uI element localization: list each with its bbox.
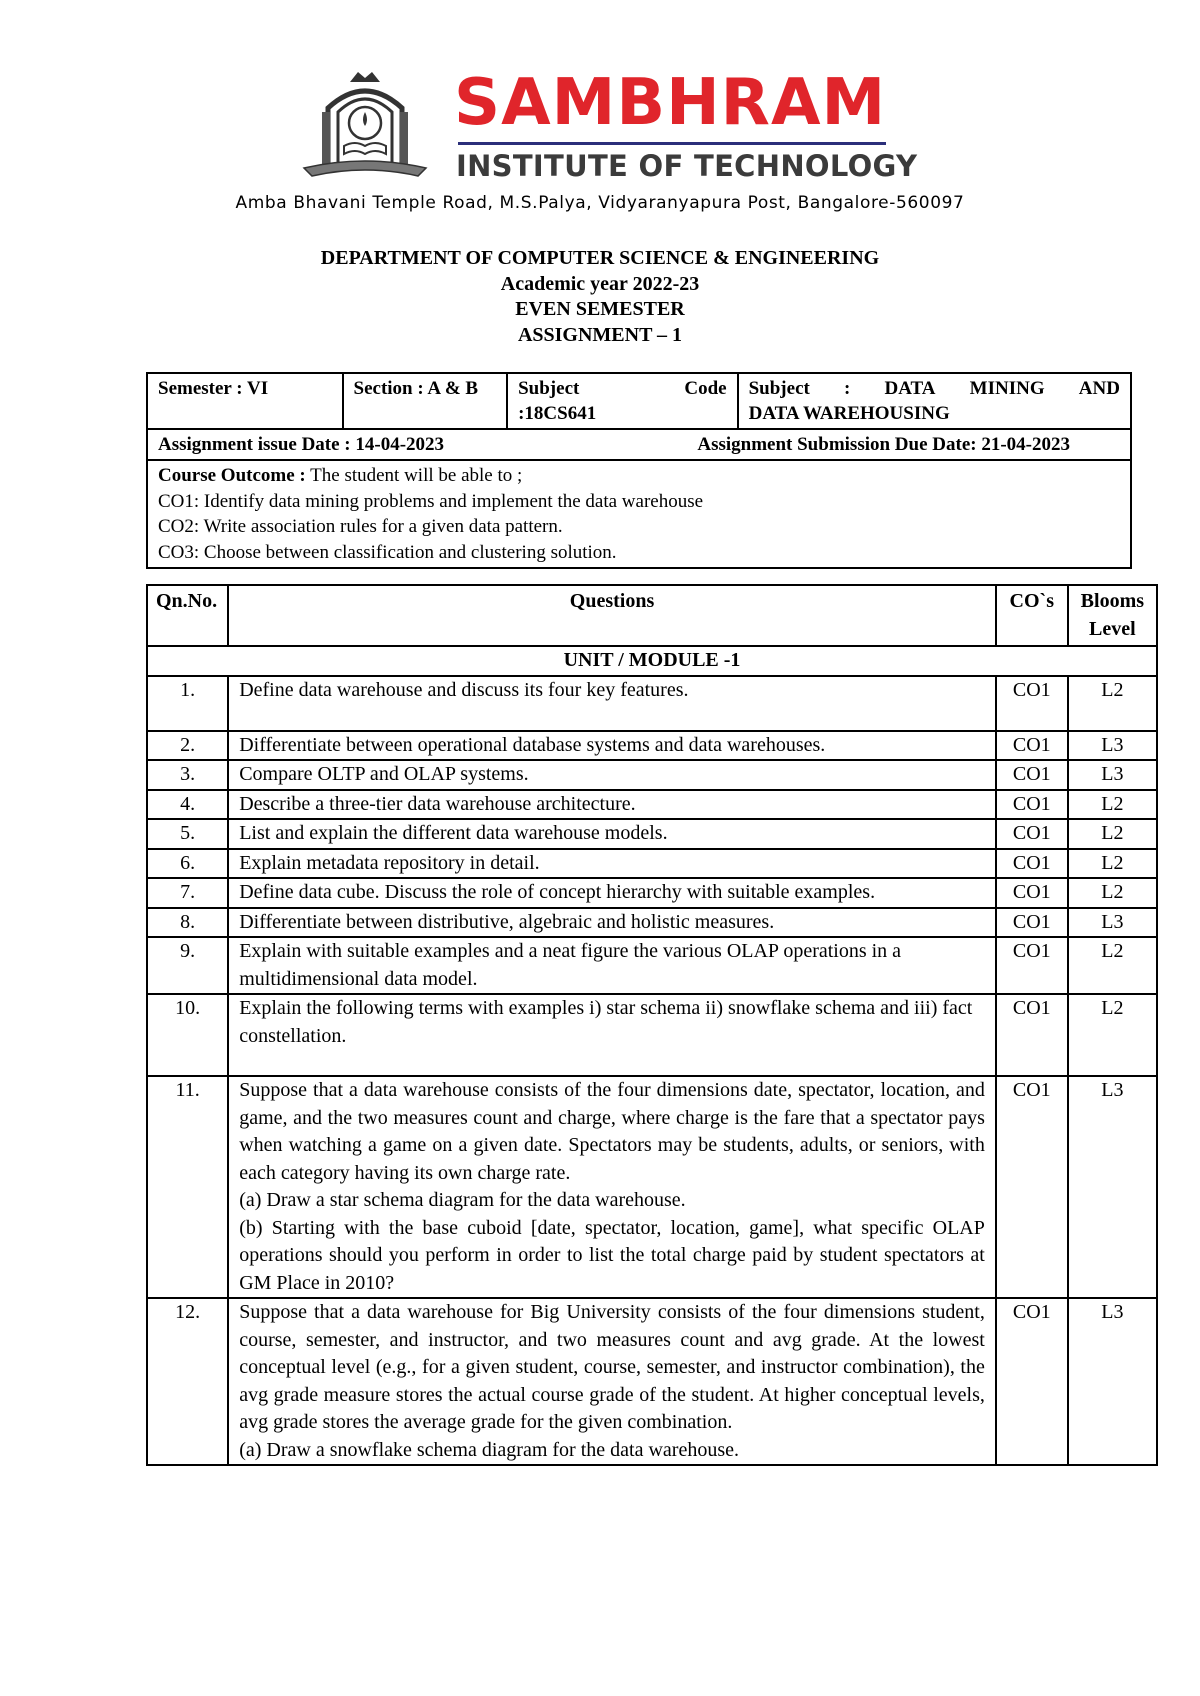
dates-cell	[147, 429, 1131, 460]
course-outcome-co1: CO1: Identify data mining problems and implement the data warehouse	[158, 490, 704, 512]
question-text: Compare OLTP and OLAP systems.	[228, 760, 996, 790]
info-row-dates	[147, 429, 1131, 460]
question-sub-a: (a) Draw a star schema diagram for the data warehouse.	[239, 1189, 686, 1211]
subject-label-word: :	[844, 378, 851, 399]
due-date: Assignment Submission Due Date: 21-04-2023	[697, 434, 1070, 455]
question-number: 7.	[147, 878, 228, 908]
course-outcome-intro: The student will be able to ;	[305, 465, 523, 486]
question-text-block	[228, 1076, 996, 1298]
subject-label-word: MINING	[969, 378, 1045, 399]
question-level: L3	[1068, 1298, 1157, 1465]
academic-year: Academic year 2022-23	[500, 272, 700, 295]
subject-label-word: DATA	[884, 378, 936, 399]
question-number: 2.	[147, 731, 228, 761]
header-questions: Questions	[228, 585, 996, 646]
question-co: CO1	[996, 878, 1068, 908]
question-text: Suppose that a data warehouse for Big University consists of the four dimensions student, course, semester, and instructor, and two measures count and avg grade. At the lowest conceptual level (e.g., for a given student, course, semester, and instructor combination), the avg grade measure stores the actual course grade of the student. At higher conceptual levels, avg grade stores the average grade for the given combination.	[239, 1301, 985, 1433]
brand-divider	[458, 142, 886, 145]
question-co: CO1	[996, 760, 1068, 790]
question-number: 11.	[147, 1076, 228, 1298]
question-level: L2	[1068, 994, 1157, 1076]
info-row-course	[147, 373, 1131, 429]
subject-code-label-left: Subject	[518, 378, 580, 399]
department-title: DEPARTMENT OF COMPUTER SCIENCE & ENGINEERING	[320, 247, 880, 269]
semester-type: EVEN SEMESTER	[515, 298, 685, 320]
table-row	[147, 1076, 1157, 1298]
question-level: L2	[1068, 849, 1157, 879]
institute-name: SAMBHRAM	[454, 66, 887, 140]
question-level: L3	[1068, 760, 1157, 790]
question-co: CO1	[996, 676, 1068, 731]
question-text: List and explain the different data warehouse models.	[228, 819, 996, 849]
question-co: CO1	[996, 790, 1068, 820]
questions-header-row	[147, 585, 1157, 646]
question-text: Define data cube. Discuss the role of concept hierarchy with suitable examples.	[228, 878, 996, 908]
question-number: 12.	[147, 1298, 228, 1465]
question-level: L2	[1068, 937, 1157, 994]
course-outcome-co2: CO2: Write association rules for a given data pattern.	[158, 516, 563, 537]
subject-label-word: Subject	[748, 378, 810, 399]
question-number: 4.	[147, 790, 228, 820]
question-number: 1.	[147, 676, 228, 731]
unit-row	[147, 646, 1157, 676]
semester-value: Semester : VI	[158, 378, 269, 399]
info-row-outcomes	[147, 460, 1131, 568]
question-co: CO1	[996, 849, 1068, 879]
table-row	[147, 1298, 1157, 1465]
institute-subtitle: INSTITUTE OF TECHNOLOGY	[456, 149, 918, 183]
subject-code-value: :18CS641	[518, 403, 597, 424]
question-text: Differentiate between operational database systems and data warehouses.	[228, 731, 996, 761]
question-number: 3.	[147, 760, 228, 790]
question-level: L2	[1068, 676, 1157, 731]
table-row	[147, 908, 1157, 938]
question-level: L3	[1068, 1076, 1157, 1298]
course-outcome-cell	[147, 460, 1131, 568]
question-text: Describe a three-tier data warehouse architecture.	[228, 790, 996, 820]
question-level: L2	[1068, 819, 1157, 849]
question-sub-b: (b) Starting with the base cuboid [date, spectator, location, game], what specific OLAP operations should you perform in order to list the total charge paid by student spectators at GM Place in 2010?	[239, 1216, 985, 1294]
question-text: Differentiate between distributive, algebraic and holistic measures.	[228, 908, 996, 938]
course-outcome-label: Course Outcome :	[158, 465, 306, 486]
question-level: L2	[1068, 878, 1157, 908]
question-co: CO1	[996, 994, 1068, 1076]
question-text: Explain metadata repository in detail.	[228, 849, 996, 879]
unit-label: UNIT / MODULE -1	[147, 646, 1157, 676]
question-text: Suppose that a data warehouse consists of the four dimensions date, spectator, location, and game, and the two measures count and charge, where charge is the fare that a spectator pays when watching a game on a given date. Spectators may be students, adults, or seniors, with each category having its own charge rate.	[239, 1079, 985, 1184]
question-number: 10.	[147, 994, 228, 1076]
question-text: Explain with suitable examples and a neat figure the various OLAP operations in a multidimensional data model.	[228, 937, 996, 994]
question-number: 5.	[147, 819, 228, 849]
assignment-info-table	[146, 372, 1132, 569]
question-level: L3	[1068, 731, 1157, 761]
question-text-block	[228, 1298, 996, 1465]
question-co: CO1	[996, 1298, 1068, 1465]
subject-name-line2: DATA WAREHOUSING	[748, 403, 950, 424]
table-row	[147, 937, 1157, 994]
question-co: CO1	[996, 1076, 1068, 1298]
table-row	[147, 676, 1157, 731]
table-row	[147, 849, 1157, 879]
question-co: CO1	[996, 819, 1068, 849]
header-blooms: Blooms Level	[1068, 585, 1157, 646]
question-sub-a: (a) Draw a snowflake schema diagram for the data warehouse.	[239, 1438, 739, 1461]
section-cell	[343, 373, 508, 429]
issue-date: Assignment issue Date : 14-04-2023	[158, 434, 445, 455]
table-row	[147, 731, 1157, 761]
subject-label-word: AND	[1078, 378, 1120, 399]
question-level: L2	[1068, 790, 1157, 820]
subject-name-cell	[738, 373, 1131, 429]
header-cos: CO`s	[996, 585, 1068, 646]
question-number: 9.	[147, 937, 228, 994]
question-text: Define data warehouse and discuss its four key features.	[228, 676, 996, 731]
question-number: 6.	[147, 849, 228, 879]
question-text: Explain the following terms with examples i) star schema ii) snowflake schema and iii) fact constellation.	[228, 994, 996, 1076]
table-row	[147, 994, 1157, 1076]
institute-emblem-icon	[300, 68, 430, 180]
letterhead	[300, 66, 918, 188]
questions-table	[146, 584, 1158, 1466]
table-row	[147, 760, 1157, 790]
table-row	[147, 878, 1157, 908]
header-qno: Qn.No.	[147, 585, 228, 646]
subject-code-label-right: Code	[684, 378, 727, 399]
section-value: Section : A & B	[353, 378, 479, 399]
assignment-title: ASSIGNMENT – 1	[517, 323, 683, 346]
semester-cell	[147, 373, 343, 429]
question-number: 8.	[147, 908, 228, 938]
subject-code-cell	[507, 373, 738, 429]
document-heading	[0, 246, 1200, 348]
table-row	[147, 819, 1157, 849]
course-outcome-co3: CO3: Choose between classification and clustering solution.	[158, 541, 617, 563]
question-co: CO1	[996, 937, 1068, 994]
table-row	[147, 790, 1157, 820]
institute-address: Amba Bhavani Temple Road, M.S.Palya, Vidyaranyapura Post, Bangalore-560097	[235, 193, 965, 213]
question-co: CO1	[996, 908, 1068, 938]
question-level: L3	[1068, 908, 1157, 938]
question-co: CO1	[996, 731, 1068, 761]
